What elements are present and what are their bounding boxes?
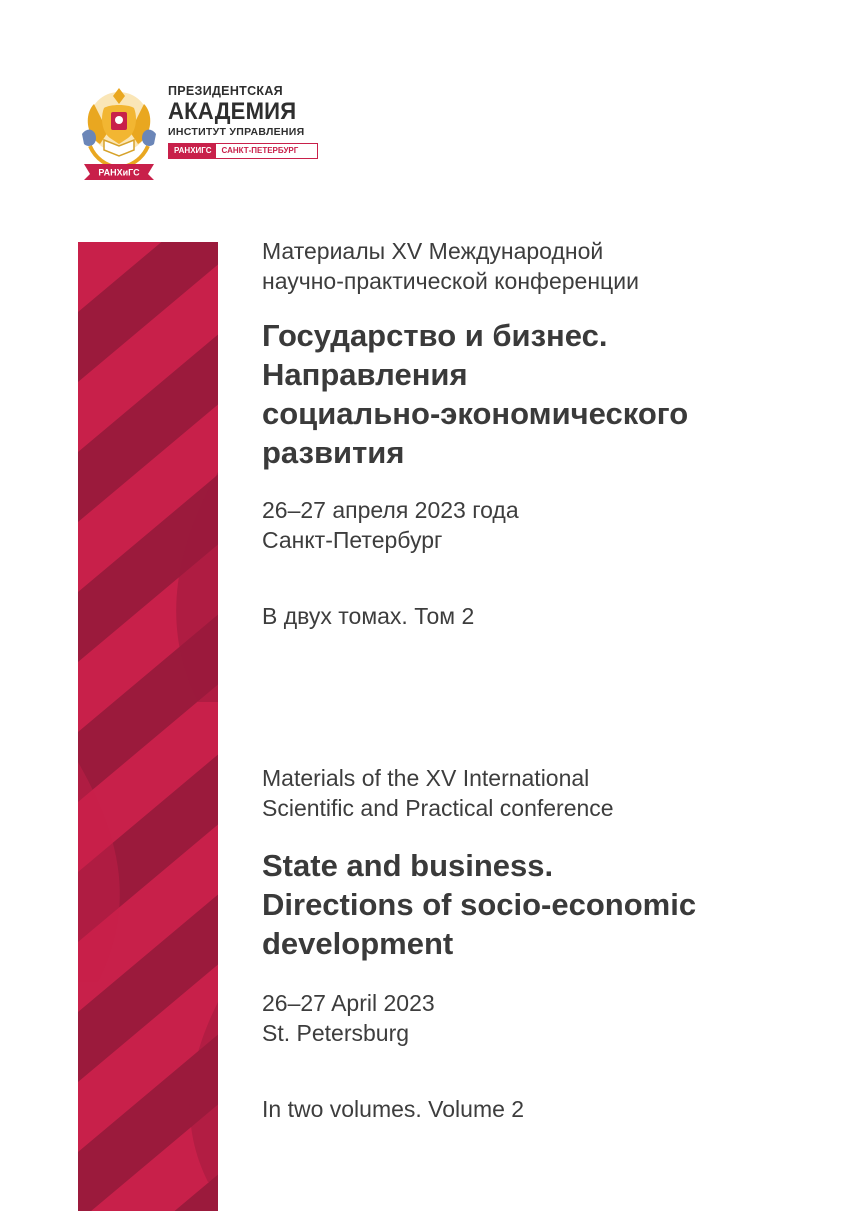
ru-date-block bbox=[262, 495, 519, 555]
ru-intro bbox=[262, 236, 639, 296]
en-volume: In two volumes. Volume 2 bbox=[262, 1096, 525, 1122]
logo-badge-row bbox=[168, 143, 318, 159]
en-date-block bbox=[262, 988, 435, 1048]
logo-line-presidential: ПРЕЗИДЕНТСКАЯ bbox=[168, 84, 283, 98]
ru-city: Санкт-Петербург bbox=[262, 527, 443, 553]
ru-title-line1: Государство и бизнес. bbox=[262, 318, 608, 353]
emblem-ribbon-text: РАНХиГС bbox=[98, 167, 140, 178]
en-title-line3: development bbox=[262, 926, 454, 961]
double-headed-eagle-emblem-icon bbox=[78, 74, 160, 182]
ru-volume: В двух томах. Том 2 bbox=[262, 603, 475, 629]
en-city: St. Petersburg bbox=[262, 1020, 410, 1046]
en-title-line2: Directions of socio-economic bbox=[262, 887, 697, 922]
logo-badge-ranepa: РАНХИГС bbox=[169, 144, 216, 158]
en-intro bbox=[262, 763, 614, 823]
ru-title-line3: социально-экономического bbox=[262, 396, 689, 431]
en-intro-line1: Materials of the XV International bbox=[262, 765, 590, 791]
logo-line-academy: АКАДЕМИЯ bbox=[168, 98, 297, 125]
en-volume-block bbox=[262, 1094, 524, 1124]
academy-logo bbox=[78, 74, 328, 186]
ru-title bbox=[262, 316, 688, 472]
ru-volume-block bbox=[262, 601, 474, 631]
en-intro-line2: Scientific and Practical conference bbox=[262, 795, 614, 821]
ru-intro-line1: Материалы XV Международной bbox=[262, 238, 604, 264]
ru-date: 26–27 апреля 2023 года bbox=[262, 497, 519, 523]
ru-intro-line2: научно-практической конференции bbox=[262, 268, 639, 294]
ru-title-line2: Направления bbox=[262, 357, 468, 392]
en-title bbox=[262, 846, 696, 963]
logo-wordmark bbox=[168, 84, 328, 159]
decorative-stripe-band bbox=[78, 242, 218, 1211]
en-date: 26–27 April 2023 bbox=[262, 990, 435, 1016]
logo-badge-city: САНКТ-ПЕТЕРБУРГ bbox=[221, 146, 299, 155]
en-title-line1: State and business. bbox=[262, 848, 554, 883]
logo-line-institute: ИНСТИТУТ УПРАВЛЕНИЯ bbox=[168, 126, 305, 138]
ru-title-line4: развития bbox=[262, 435, 405, 470]
